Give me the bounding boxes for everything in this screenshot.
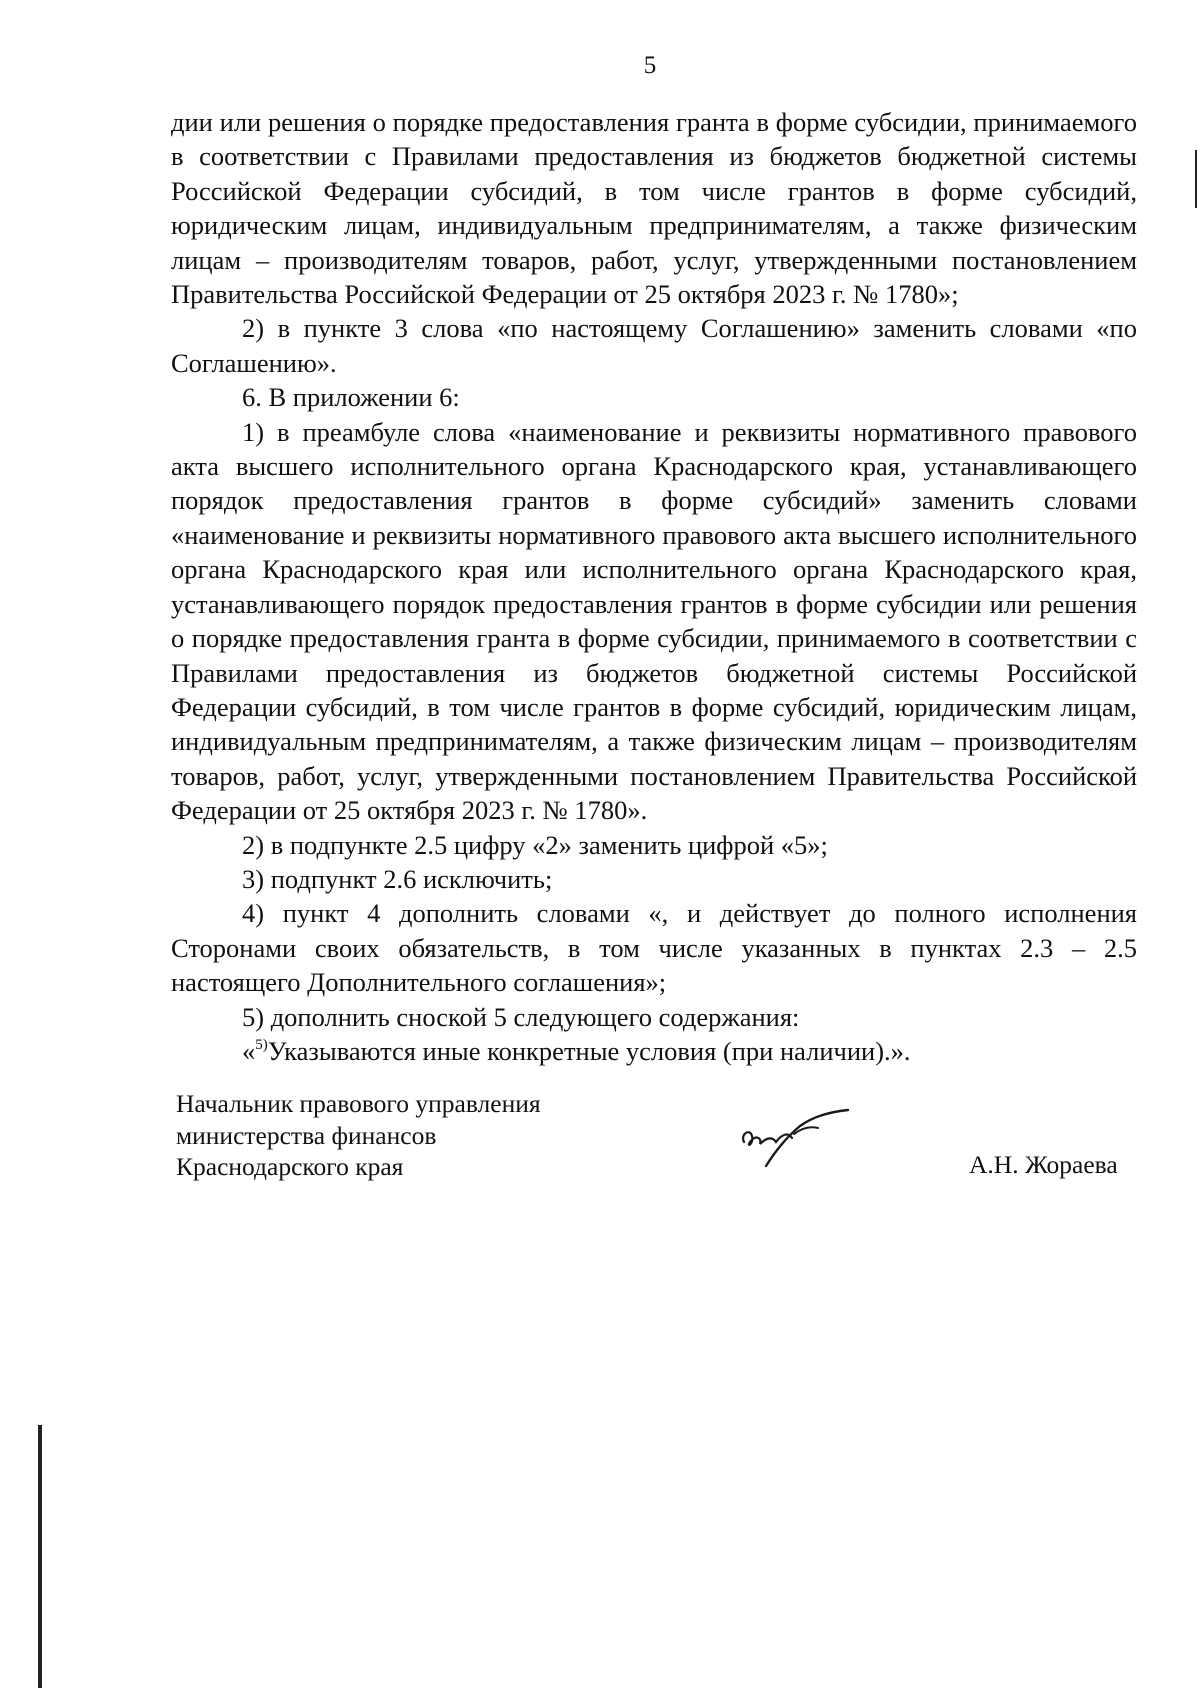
signatory-title-line: Краснодарского края bbox=[176, 1152, 404, 1181]
paragraph-appendix-6-heading: 6. В приложении 6: bbox=[242, 382, 460, 413]
footnote-text: Указываются иные конкретные условия (при наличии).». bbox=[267, 1035, 911, 1066]
handwritten-signature bbox=[736, 1098, 856, 1168]
scan-edge-mark bbox=[38, 1425, 42, 1688]
page-number: 5 bbox=[643, 52, 657, 79]
signatory-name: А.Н. Жораева bbox=[969, 1150, 1118, 1179]
signatory-title-line: министерства финансов bbox=[176, 1120, 437, 1150]
footnote-content-line bbox=[171, 1034, 1137, 1068]
footnote-open-quote: « bbox=[242, 1035, 256, 1066]
document-body bbox=[171, 105, 1137, 1068]
footnote-marker: 5) bbox=[255, 1036, 268, 1053]
scan-edge-mark bbox=[1195, 150, 1197, 208]
paragraph-preamble-change: 1) в преамбуле слова «наименование и реквизиты нормативного правового акта высшего исполнительного органа Краснодарского края, устанавливающего порядок предоставления грантов в форме субсидий» заменить словами «наименование и реквизиты нормативного правового акта высшего исполнительного органа Краснодарского края или исполнительного органа Краснодарского края, устанавливающего порядок предоставления грантов в форме субсидии или решения о порядке предоставления гранта в форме субсидии, принимаемого в соответствии с Правилами предоставления из бюджетов бюджетной системы Российской Федерации субсидий, в том числе грантов в форме субсидий, юридическим лицам, индивидуальным предпринимателям, а также физическим лицам – производителям товаров, работ, услуг, утвержденными постановлением Правительства Российской Федерации от 25 октября 2023 г. № 1780». bbox=[171, 416, 1137, 826]
paragraph-subpoint-2-6: 3) подпункт 2.6 исключить; bbox=[242, 863, 553, 894]
paragraph-point-4: 4) пункт 4 дополнить словами «, и действует до полного исполнения Сторонами своих обязательств, в том числе указанных в пунктах 2.3 – 2.5 настоящего Дополнительного соглашения»; bbox=[171, 898, 1137, 998]
paragraph-subpoint-2-5: 2) в подпункте 2.5 цифру «2» заменить цифрой «5»; bbox=[242, 829, 828, 860]
paragraph-continuation: дии или решения о порядке предоставления гранта в форме субсидии, принимаемого в соответствии с Правилами предоставления из бюджетов бюджетной системы Российской Федерации субсидий, в том числе грантов в форме субсидий, юридическим лицам, индивидуальным предпринимателям, а также физическим лицам – производителям товаров, работ, услуг, утвержденными постановлением Правительства Российской Федерации от 25 октября 2023 г. № 1780»; bbox=[171, 107, 1137, 310]
paragraph-item-2-point-3: 2) в пункте 3 слова «по настоящему Соглашению» заменить словами «по Соглашению». bbox=[171, 313, 1137, 378]
signatory-title bbox=[176, 1088, 541, 1183]
signatory-title-line: Начальник правового управления bbox=[176, 1089, 541, 1118]
paragraph-footnote-addition: 5) дополнить сноской 5 следующего содержания: bbox=[242, 1001, 800, 1032]
